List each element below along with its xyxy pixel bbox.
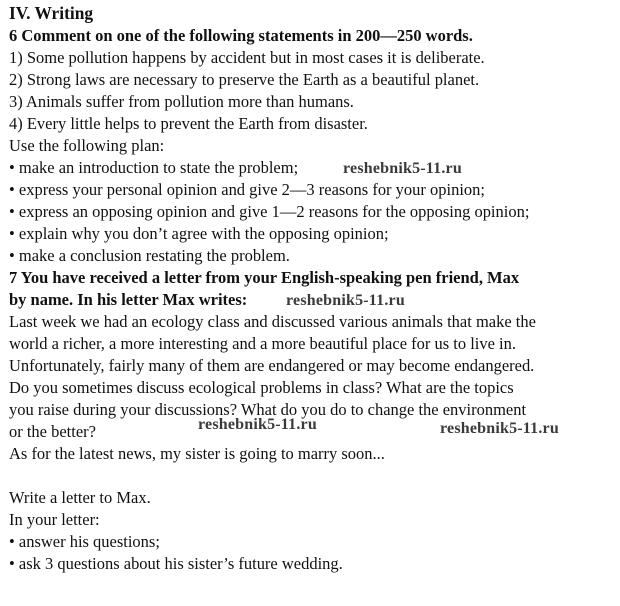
worksheet-page	[9, 2, 619, 575]
plan-item-3: • express an opposing opinion and give 1—2 reasons for the opposing opinion;	[9, 202, 530, 221]
in-letter-line: In your letter:	[9, 510, 100, 529]
statement-1: 1) Some pollution happens by accident but in most cases it is deliberate.	[9, 48, 485, 67]
statement-2: 2) Strong laws are necessary to preserve the Earth as a beautiful planet.	[9, 70, 480, 89]
letter-line-1: Last week we had an ecology class and discussed various animals that make the	[9, 312, 536, 331]
watermark-4: reshebnik5-11.ru	[440, 420, 559, 437]
letter-line-7: As for the latest news, my sister is going to marry soon...	[9, 444, 385, 463]
section-title: IV. Writing	[9, 3, 94, 23]
plan-item-5: • make a conclusion restating the problem.	[9, 246, 290, 265]
watermark-1: reshebnik5-11.ru	[343, 160, 462, 177]
task7-heading-line2: by name. In his letter Max writes:	[9, 290, 248, 309]
letter-line-2: world a richer, a more interesting and a more beautiful place for us to live in.	[9, 334, 516, 353]
task7-heading-line1: 7 You have received a letter from your English-speaking pen friend, Max	[9, 268, 520, 287]
watermark-3: reshebnik5-11.ru	[198, 416, 317, 433]
plan-item-2: • express your personal opinion and give 2—3 reasons for your opinion;	[9, 180, 485, 199]
task6-heading: 6 Comment on one of the following statements in 200—250 words.	[9, 26, 473, 45]
instruction-line: Write a letter to Max.	[9, 488, 151, 507]
plan-item-1: • make an introduction to state the problem;	[9, 158, 299, 177]
plan-item-4: • explain why you don’t agree with the opposing opinion;	[9, 224, 389, 243]
letter-line-4: Do you sometimes discuss ecological problems in class? What are the topics	[9, 378, 514, 397]
blank-line	[9, 465, 619, 487]
letter-line-5: you raise during your discussions? What do you do to change the environment	[9, 400, 527, 419]
watermark-2: reshebnik5-11.ru	[286, 292, 405, 309]
point-1: • answer his questions;	[9, 532, 160, 551]
statement-4: 4) Every little helps to prevent the Earth from disaster.	[9, 114, 368, 133]
letter-line-6: or the better?	[9, 422, 96, 441]
point-2: • ask 3 questions about his sister’s future wedding.	[9, 554, 343, 573]
plan-intro: Use the following plan:	[9, 136, 165, 155]
statement-3: 3) Animals suffer from pollution more than humans.	[9, 92, 354, 111]
letter-line-3: Unfortunately, fairly many of them are endangered or may become endangered.	[9, 356, 535, 375]
